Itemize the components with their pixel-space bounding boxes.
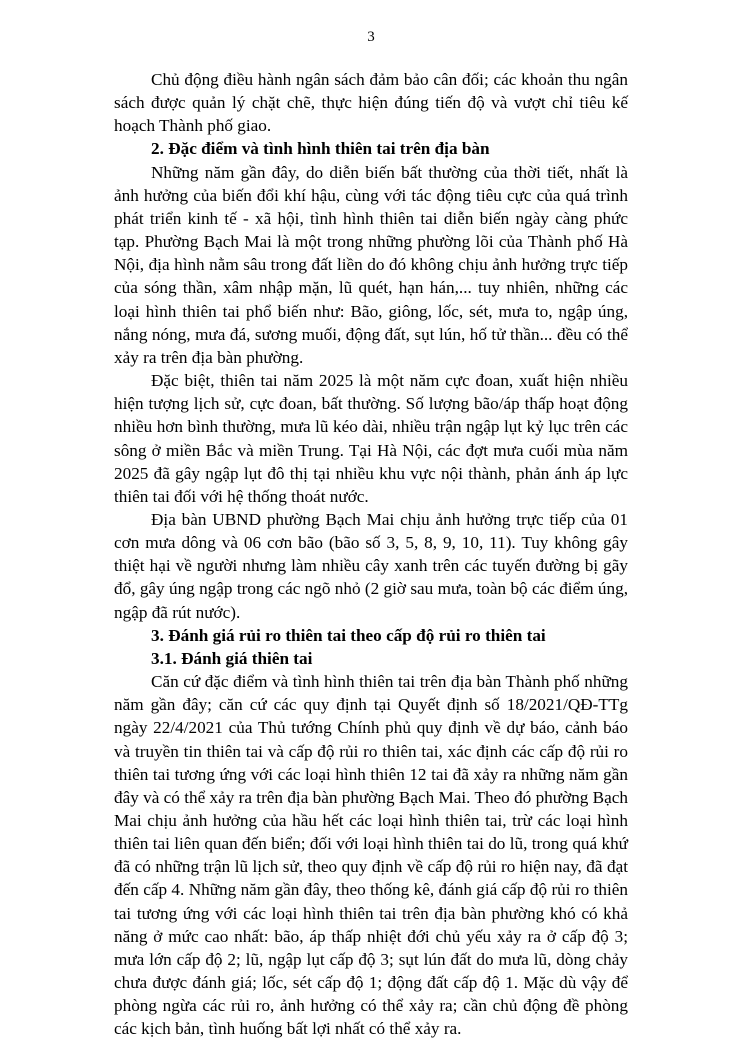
paragraph-year-2025: Đặc biệt, thiên tai năm 2025 là một năm cực đoan, xuất hiện nhiều hiện tượng lịch sử, cực đoan, bất thường. Số lượng bão/áp thấp hoạt động nhiều hơn bình thường, mưa lũ kéo dài, nhiều trận ngập lụt kỷ lục trên các sông ở miền Bắc và miền Trung. Tại Hà Nội, các đợt mưa cuối mùa năm 2025 đã gây ngập lụt đô thị tại nhiều khu vực nội thành, phản ánh áp lực thiên tai đối với hệ thống thoát nước. xyxy=(114,371,628,506)
paragraph-impact: Địa bàn UBND phường Bạch Mai chịu ảnh hưởng trực tiếp của 01 cơn mưa dông và 06 cơn bão (bão số 3, 5, 8, 9, 10, 11). Tuy không gây thiệt hại về người nhưng làm nhiều cây xanh trên các tuyến đường bị gãy đổ, gây úng ngập trong các ngõ nhỏ (2 giờ sau mưa, toàn bộ các điểm úng, ngập đã rút nước). xyxy=(114,509,628,622)
heading-section-3: 3. Đánh giá rủi ro thiên tai theo cấp độ rủi ro thiên tai xyxy=(151,625,546,645)
heading-section-3-1: 3.1. Đánh giá thiên tai xyxy=(151,648,313,668)
paragraph-budget: Chủ động điều hành ngân sách đảm bảo cân đối; các khoản thu ngân sách được quản lý chặt chẽ, thực hiện đúng tiến độ và vượt chỉ tiêu kế hoạch Thành phố giao. xyxy=(114,70,628,136)
paragraph-assessment: Căn cứ đặc điểm và tình hình thiên tai trên địa bàn Thành phố những năm gần đây; căn cứ các quy định tại Quyết định số 18/2021/QĐ-TTg ngày 22/4/2021 của Thủ tướng Chính phủ quy định về dự báo, cảnh báo và truyền tin thiên tai và cấp độ rủi ro thiên tai, xác định các cấp độ rủi ro thiên tai tương ứng với các loại hình thiên 12 tai đã xảy ra những năm gần đây và có thể xảy ra trên địa bàn phường Bạch Mai. Theo đó phường Bạch Mai chịu ảnh hưởng của hầu hết các loại hình thiên tai, trừ các loại hình thiên tai liên quan đến biển; đối với loại hình thiên tai do lũ, trong quá khứ đã có những trận lũ lịch sử, theo quy định về cấp độ rủi ro hiện nay, đã đạt đến cấp 4. Những năm gần đây, theo thống kê, đánh giá cấp độ rủi ro thiên tai tương ứng với các loại hình thiên tai trên địa bàn phường khó có khả năng ở mức cao nhất: bão, áp thấp nhiệt đới chủ yếu xảy ra ở cấp độ 3; mưa lớn cấp độ 2; lũ, ngập lụt cấp độ 3; sụt lún đất do mưa lũ, dòng chảy chưa được đánh giá; lốc, sét cấp độ 1; động đất cấp độ 1. Mặc dù vậy để phòng ngừa các rủi ro, ảnh hưởng có thể xảy ra; cần chủ động đề phòng các kịch bản, tình huống bất lợi nhất có thể xảy ra. xyxy=(114,672,628,1039)
heading-section-2: 2. Đặc điểm và tình hình thiên tai trên địa bàn xyxy=(151,139,490,159)
paragraph-recent-years: Những năm gần đây, do diễn biến bất thường của thời tiết, nhất là ảnh hưởng của biến đổi khí hậu, cùng với tác động tiêu cực của quá trình phát triển kinh tế - xã hội, tình hình thiên tai diễn biến ngày càng phức tạp. Phường Bạch Mai là một trong những phường lõi của Thành phố Hà Nội, địa hình nằm sâu trong đất liền do đó không chịu ảnh hưởng trực tiếp của sóng thần, xâm nhập mặn, lũ quét, hạn hán,... tuy nhiên, những các loại hình thiên tai phổ biến như: Bão, giông, lốc, sét, mưa to, ngập úng, nắng nóng, mưa đá, sương muối, động đất, sụt lún, hố tử thần... đều có thể xảy ra trên địa bàn phường. xyxy=(114,162,628,367)
page-number: 3 xyxy=(367,29,375,45)
